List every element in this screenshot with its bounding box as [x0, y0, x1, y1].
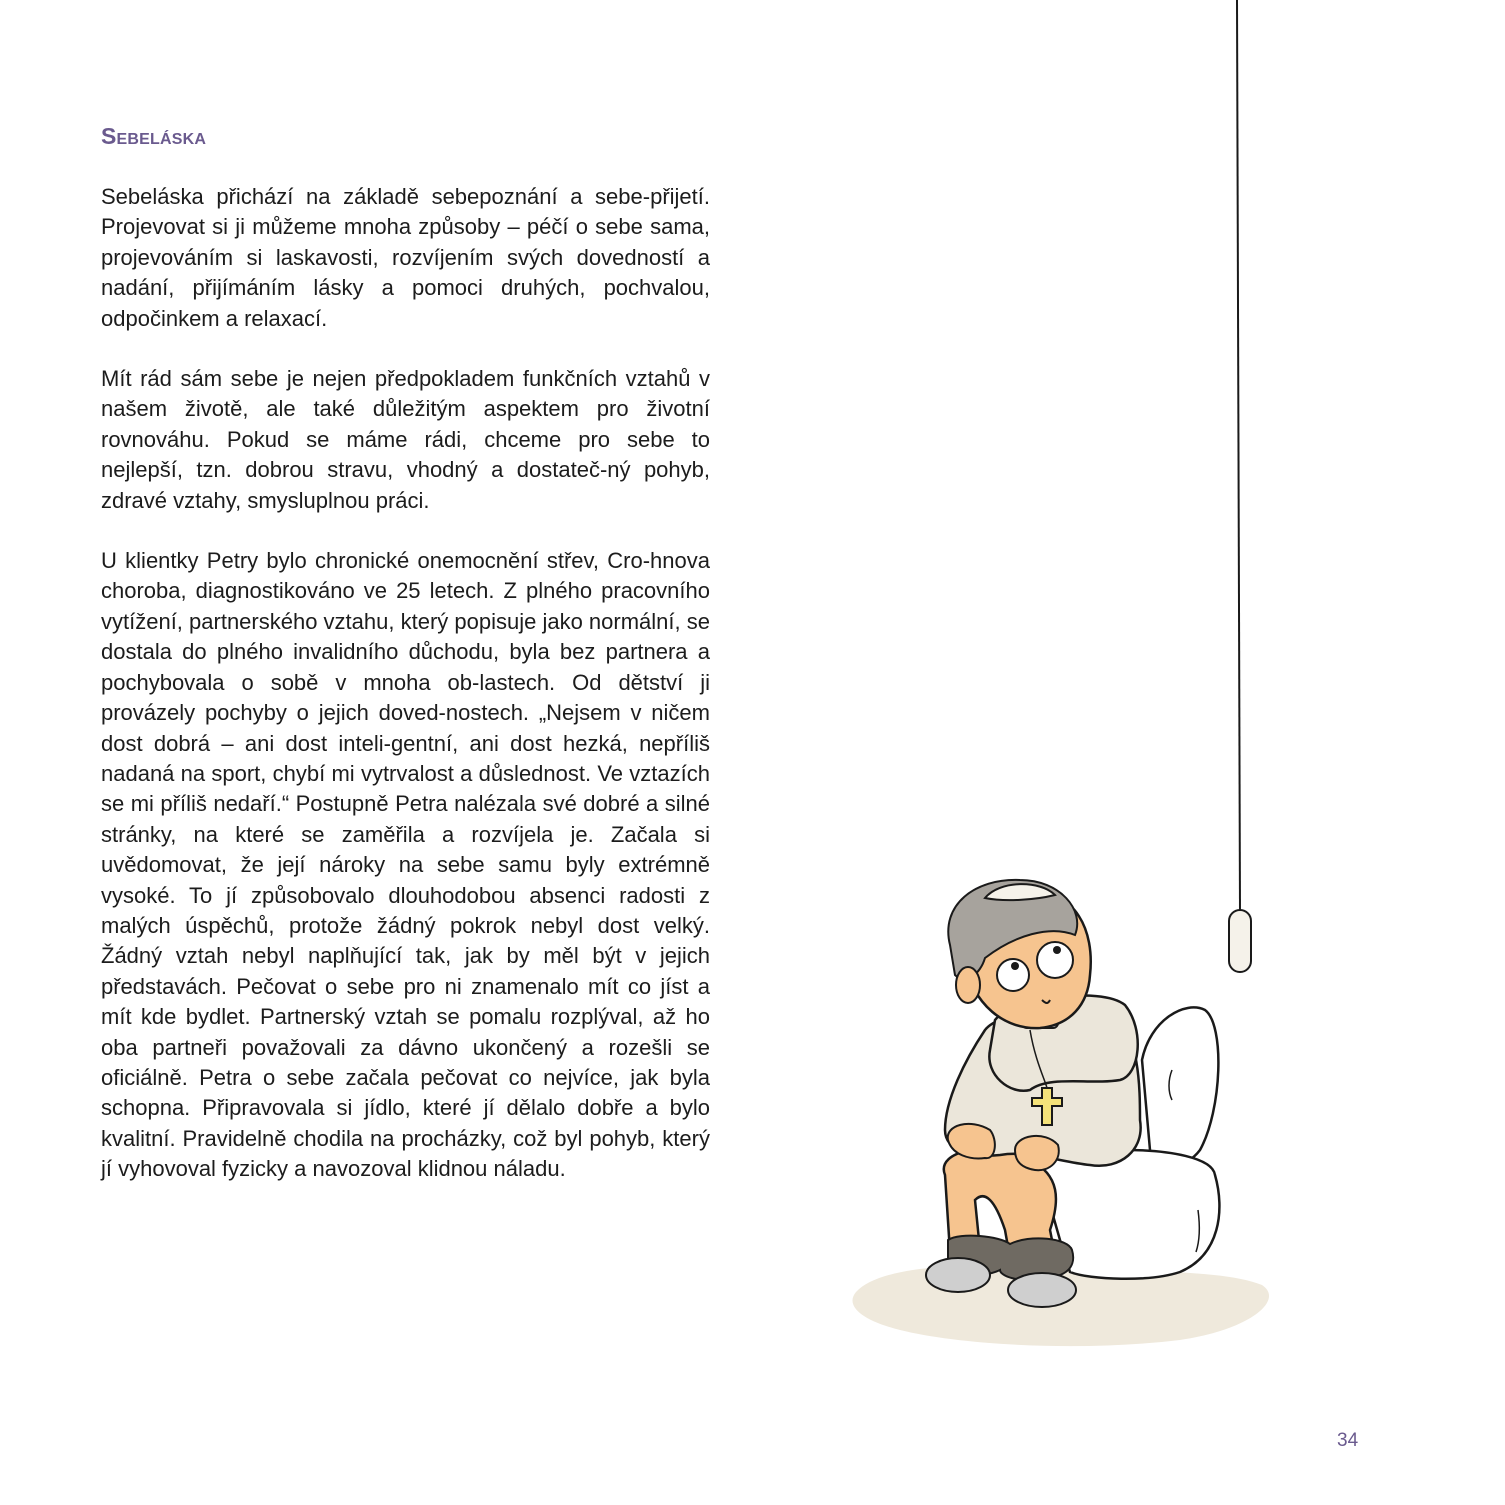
- page-number: 34: [1337, 1430, 1359, 1451]
- paragraph-case-study: U klientky Petry bylo chronické onemocnění střev, Cro-hnova choroba, diagnostikováno ve 25 letech. Z plného pracovního vytížení, partnerského vztahu, který popisuje jako normální, se dostala do plného invalidního důchodu, byla bez partnera a pochybovala o sobě v mnoha ob-lastech. Od dětství ji provázely pochyby o jejich doved-nostech. „Nejsem v ničem dost dobrá – ani dost inteli-gentní, ani dost hezká, nepříliš nadaná na sport, chybí mi vytrvalost a důslednost. Ve vztazích se mi příliš nedaří.“ Postupně Petra nalézala své dobré a silné stránky, na které se zaměřila a rozvíjela je. Začala si uvědomovat, že její nároky na sebe samu byly extrémně vysoké. To jí způsobovalo dlouhodobou absenci radosti z malých úspěchů, protože žádný pokrok nebyl dost velký. Žádný vztah nebyl naplňující tak, jak by měl být v jejich představách. Pečovat o sebe pro ni znamenalo mít co jíst a mít kde bydlet. Partnerský vztah se pomalu rozplýval, až ho oba partneři považovali za dávno ukončený a rozešli se oficiálně. Petra o sebe začala pečovat co nejvíce, jak byla schopna. Připravovala si jídlo, které jí dělalo dobře a bylo kvalitní. Pravidelně chodila na procházky, což byl pohyb, který jí vyhovoval fyzicky a navozoval klidnou náladu.: [101, 548, 710, 1182]
- right-shoe: [1008, 1273, 1076, 1307]
- left-hand: [948, 1124, 995, 1159]
- right-hand: [1015, 1136, 1059, 1170]
- paragraph-intro: Sebeláska přichází na základě sebepoznání a sebe-přijetí. Projevovat si ji můžeme mnoha způsoby – péčí o sebe sama, projevováním si laskavosti, rozvíjením svých dovedností a nadání, přijímáním lásky a pomoci druhých, pochvalou, odpočinkem a relaxací.: [101, 184, 710, 331]
- body-text: [101, 182, 710, 1215]
- toilet-lid: [1142, 1007, 1218, 1165]
- ear: [956, 967, 980, 1003]
- priest-on-toilet-illustration: [840, 0, 1270, 1360]
- cord-handle: [1229, 910, 1251, 972]
- pull-cord: [1237, 0, 1240, 912]
- section-title: Sebeláska: [101, 123, 207, 149]
- paragraph-self-love: Mít rád sám sebe je nejen předpokladem funkčních vztahů v našem životě, ale také důležitým aspektem pro životní rovnováhu. Pokud se máme rádi, chceme pro sebe to nejlepší, tzn. dobrou stravu, vhodný a dostateč-ný pohyb, zdravé vztahy, smysluplnou práci.: [101, 366, 710, 513]
- left-shoe: [926, 1258, 990, 1292]
